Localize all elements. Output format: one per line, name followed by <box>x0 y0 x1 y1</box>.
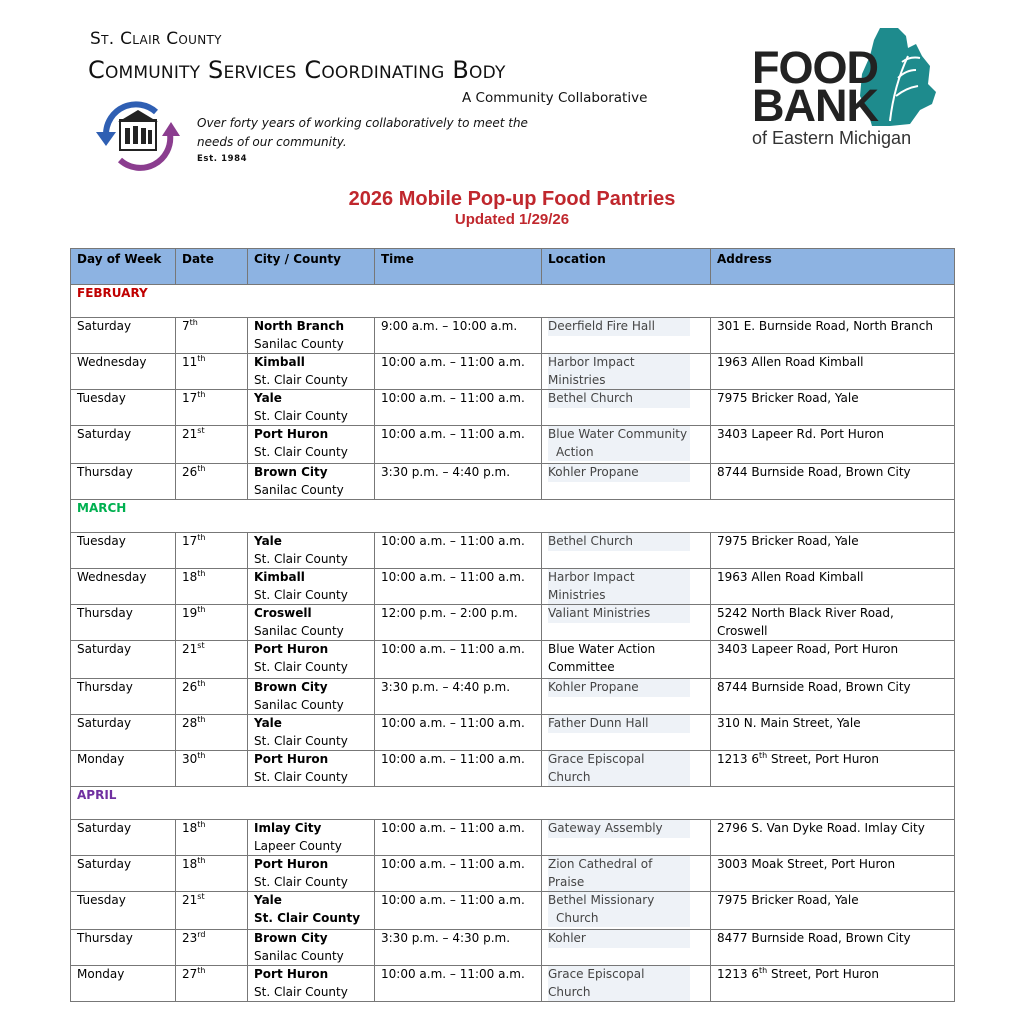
address-cell <box>711 892 955 930</box>
address-cell <box>711 354 955 390</box>
location-name <box>548 569 690 604</box>
time-cell: 10:00 a.m. – 11:00 a.m. <box>375 641 542 679</box>
county-name: Sanilac County <box>254 623 344 638</box>
location-line1: Gateway Assembly <box>548 821 663 835</box>
time-cell: 10:00 a.m. – 11:00 a.m. <box>375 751 542 787</box>
city-county-cell <box>248 390 375 426</box>
address-text: 8744 Burnside Road, Brown City <box>717 465 911 479</box>
date-cell <box>176 856 248 892</box>
address-cell <box>711 930 955 966</box>
date-suffix: rd <box>197 930 206 939</box>
location-name <box>548 751 690 786</box>
month-header-row <box>71 285 955 318</box>
day-cell: Tuesday <box>71 533 176 569</box>
day-cell: Saturday <box>71 820 176 856</box>
date-suffix: th <box>197 966 206 975</box>
date-number: 21 <box>182 893 198 907</box>
address-text-rest: Street, Port Huron <box>767 967 879 981</box>
county-name: St. Clair County <box>254 587 348 602</box>
foodbank-word-food: FOOD <box>752 42 878 93</box>
date-number: 27 <box>182 967 198 981</box>
location-cell <box>542 820 711 856</box>
foodbank-word-bank: BANK <box>752 80 878 131</box>
time-cell: 9:00 a.m. – 10:00 a.m. <box>375 318 542 354</box>
address-cell <box>711 569 955 605</box>
date-cell <box>176 751 248 787</box>
month-label: FEBRUARY <box>71 285 955 318</box>
city-name: North Branch <box>254 319 345 333</box>
location-line1: Kohler <box>548 931 586 945</box>
date-cell <box>176 966 248 1002</box>
table-row <box>71 930 955 966</box>
table-row <box>71 569 955 605</box>
date-cell <box>176 390 248 426</box>
address-text: 8477 Burnside Road, Brown City <box>717 931 911 945</box>
time-cell: 3:30 p.m. – 4:40 p.m. <box>375 464 542 500</box>
page-subtitle: Updated 1/29/26 <box>454 211 570 228</box>
city-name: Kimball <box>254 570 305 584</box>
location-cell <box>542 426 711 464</box>
table-row <box>71 892 955 930</box>
date-number: 19 <box>182 606 198 620</box>
time-cell: 3:30 p.m. – 4:30 p.m. <box>375 930 542 966</box>
location-line1: Father Dunn Hall <box>548 716 649 730</box>
address-cell <box>711 533 955 569</box>
location-name <box>548 966 690 1001</box>
date-suffix: th <box>197 533 206 542</box>
date-number: 18 <box>182 821 198 835</box>
time-cell: 10:00 a.m. – 11:00 a.m. <box>375 354 542 390</box>
location-line1: Grace Episcopal Church <box>548 752 645 784</box>
location-name <box>548 354 690 389</box>
time-cell: 10:00 a.m. – 11:00 a.m. <box>375 856 542 892</box>
time-cell: 10:00 a.m. – 11:00 a.m. <box>375 892 542 930</box>
foodbank-subtitle: of Eastern Michigan <box>752 128 912 148</box>
date-number: 26 <box>182 465 198 479</box>
location-line1: Blue Water Community <box>548 427 688 441</box>
location-name <box>548 464 690 482</box>
location-cell <box>542 464 711 500</box>
city-county-cell <box>248 820 375 856</box>
location-name <box>548 641 690 676</box>
county-name: St. Clair County <box>254 372 348 387</box>
month-header-row <box>71 500 955 533</box>
location-cell <box>542 930 711 966</box>
day-cell: Thursday <box>71 679 176 715</box>
address-cell <box>711 715 955 751</box>
city-name: Port Huron <box>254 967 329 981</box>
table-row <box>71 856 955 892</box>
date-cell <box>176 354 248 390</box>
date-number: 28 <box>182 716 198 730</box>
date-suffix: th <box>197 856 206 865</box>
time-cell: 10:00 a.m. – 11:00 a.m. <box>375 533 542 569</box>
date-cell <box>176 641 248 679</box>
address-cell <box>711 605 955 641</box>
city-county-cell <box>248 318 375 354</box>
city-name: Yale <box>254 391 282 405</box>
location-line1: Harbor Impact Ministries <box>548 355 635 387</box>
org-tagline: A Community Collaborative <box>462 90 648 106</box>
city-county-cell <box>248 605 375 641</box>
day-cell: Tuesday <box>71 390 176 426</box>
address-cell <box>711 856 955 892</box>
location-cell <box>542 605 711 641</box>
date-cell <box>176 892 248 930</box>
city-name: Brown City <box>254 931 328 945</box>
table-row <box>71 679 955 715</box>
county-name: St. Clair County <box>254 769 348 784</box>
county-name: St. Clair County <box>254 444 348 459</box>
city-name: Imlay City <box>254 821 322 835</box>
city-name: Port Huron <box>254 642 329 656</box>
date-number: 11 <box>182 355 198 369</box>
location-cell <box>542 892 711 930</box>
date-cell <box>176 820 248 856</box>
location-line1: Deerfield Fire Hall <box>548 319 655 333</box>
foodbank-logo <box>750 26 940 152</box>
table-row <box>71 641 955 679</box>
address-text: 8744 Burnside Road, Brown City <box>717 680 911 694</box>
time-cell: 10:00 a.m. – 11:00 a.m. <box>375 966 542 1002</box>
time-cell: 10:00 a.m. – 11:00 a.m. <box>375 715 542 751</box>
table-row <box>71 318 955 354</box>
location-name <box>548 679 690 697</box>
col-header-city: City / County <box>248 249 375 285</box>
county-name: Sanilac County <box>254 336 344 351</box>
city-county-cell <box>248 930 375 966</box>
table-row <box>71 354 955 390</box>
location-name <box>548 318 690 336</box>
address-text: 7975 Bricker Road, Yale <box>717 534 859 548</box>
date-suffix: th <box>197 715 206 724</box>
location-cell <box>542 318 711 354</box>
city-name: Port Huron <box>254 752 329 766</box>
location-line2: Church <box>556 910 599 925</box>
date-cell <box>176 533 248 569</box>
date-cell <box>176 318 248 354</box>
day-cell: Tuesday <box>71 892 176 930</box>
cscb-logo-icon <box>92 100 184 172</box>
city-county-cell <box>248 464 375 500</box>
city-county-cell <box>248 715 375 751</box>
location-line1: Kohler Propane <box>548 465 639 479</box>
date-suffix: th <box>197 569 206 578</box>
time-cell: 12:00 p.m. – 2:00 p.m. <box>375 605 542 641</box>
day-cell: Thursday <box>71 930 176 966</box>
date-number: 7 <box>182 319 190 333</box>
org-name-line1: St. Clair County <box>90 29 222 49</box>
table-row <box>71 715 955 751</box>
location-name <box>548 426 690 461</box>
date-suffix: th <box>197 751 206 760</box>
table-row <box>71 820 955 856</box>
location-name <box>548 605 690 623</box>
schedule-table <box>70 248 955 1002</box>
date-suffix: th <box>197 464 206 473</box>
city-county-cell <box>248 679 375 715</box>
location-cell <box>542 390 711 426</box>
city-name: Yale <box>254 716 282 730</box>
city-county-cell <box>248 641 375 679</box>
location-line1: Bethel Church <box>548 534 633 548</box>
address-text: 7975 Bricker Road, Yale <box>717 893 859 907</box>
city-name: Port Huron <box>254 857 329 871</box>
table-row <box>71 966 955 1002</box>
county-name: St. Clair County <box>254 910 361 925</box>
location-name <box>548 715 690 733</box>
date-number: 17 <box>182 391 198 405</box>
location-line1: Bethel Church <box>548 391 633 405</box>
date-suffix: th <box>197 820 206 829</box>
address-text: 3003 Moak Street, Port Huron <box>717 857 896 871</box>
county-name: St. Clair County <box>254 551 348 566</box>
city-name: Brown City <box>254 680 328 694</box>
date-number: 18 <box>182 857 198 871</box>
time-cell: 10:00 a.m. – 11:00 a.m. <box>375 426 542 464</box>
table-row <box>71 605 955 641</box>
location-name <box>548 856 690 891</box>
date-cell <box>176 930 248 966</box>
location-line1: Grace Episcopal Church <box>548 967 645 999</box>
date-suffix: th <box>197 390 206 399</box>
time-cell: 10:00 a.m. – 11:00 a.m. <box>375 569 542 605</box>
day-cell: Wednesday <box>71 569 176 605</box>
table-row <box>71 751 955 787</box>
date-number: 21 <box>182 642 198 656</box>
established-date: Est. 1984 <box>197 154 248 164</box>
county-name: St. Clair County <box>254 659 348 674</box>
date-cell <box>176 715 248 751</box>
day-cell: Monday <box>71 751 176 787</box>
date-cell <box>176 569 248 605</box>
org-name-line2: Community Services Coordinating Body <box>88 56 506 84</box>
address-text-rest: Street, Port Huron <box>767 752 879 766</box>
location-line1: Zion Cathedral of Praise <box>548 857 653 889</box>
date-number: 18 <box>182 570 198 584</box>
location-cell <box>542 354 711 390</box>
location-name <box>548 533 690 551</box>
location-name <box>548 390 690 408</box>
address-text: 2796 S. Van Dyke Road. Imlay City <box>717 821 925 835</box>
date-number: 23 <box>182 931 198 945</box>
location-cell <box>542 751 711 787</box>
county-name: Sanilac County <box>254 482 344 497</box>
city-county-cell <box>248 966 375 1002</box>
month-label: APRIL <box>71 787 955 820</box>
address-text: 3403 Lapeer Road, Port Huron <box>717 642 899 656</box>
date-suffix: th <box>197 354 206 363</box>
city-name: Yale <box>254 534 282 548</box>
location-cell <box>542 569 711 605</box>
address-text: 1213 6 <box>717 967 759 981</box>
table-row <box>71 464 955 500</box>
location-cell <box>542 856 711 892</box>
city-name: Brown City <box>254 465 328 479</box>
address-cell <box>711 464 955 500</box>
col-header-day: Day of Week <box>71 249 176 285</box>
city-county-cell <box>248 354 375 390</box>
table-row <box>71 426 955 464</box>
date-number: 30 <box>182 752 198 766</box>
city-county-cell <box>248 856 375 892</box>
location-cell <box>542 679 711 715</box>
city-county-cell <box>248 569 375 605</box>
location-name <box>548 892 690 927</box>
date-suffix: th <box>189 318 198 327</box>
city-name: Kimball <box>254 355 305 369</box>
month-header-row <box>71 787 955 820</box>
time-cell: 3:30 p.m. – 4:40 p.m. <box>375 679 542 715</box>
table-row <box>71 533 955 569</box>
address-cell <box>711 966 955 1002</box>
city-county-cell <box>248 892 375 930</box>
location-cell <box>542 715 711 751</box>
day-cell: Thursday <box>71 464 176 500</box>
address-suffix: th <box>759 966 768 975</box>
location-line2: Action <box>556 444 594 459</box>
date-cell <box>176 464 248 500</box>
address-text: 1963 Allen Road Kimball <box>717 355 864 369</box>
city-county-cell <box>248 426 375 464</box>
location-line1: Valiant Ministries <box>548 606 651 620</box>
date-suffix: st <box>197 426 205 435</box>
address-cell <box>711 751 955 787</box>
day-cell: Saturday <box>71 318 176 354</box>
day-cell: Saturday <box>71 856 176 892</box>
city-county-cell <box>248 751 375 787</box>
location-line2: Committee <box>548 659 615 674</box>
location-line1: Kohler Propane <box>548 680 639 694</box>
city-name: Croswell <box>254 606 312 620</box>
date-number: 21 <box>182 427 198 441</box>
day-cell: Saturday <box>71 426 176 464</box>
address-suffix: th <box>759 751 768 760</box>
address-cell <box>711 318 955 354</box>
col-header-time: Time <box>375 249 542 285</box>
day-cell: Monday <box>71 966 176 1002</box>
time-cell: 10:00 a.m. – 11:00 a.m. <box>375 390 542 426</box>
county-name: St. Clair County <box>254 874 348 889</box>
mission-statement: Over forty years of working collaboratively to meet the needs of our community. <box>197 116 528 149</box>
date-suffix: th <box>197 605 206 614</box>
day-cell: Thursday <box>71 605 176 641</box>
county-name: St. Clair County <box>254 984 348 999</box>
col-header-date: Date <box>176 249 248 285</box>
address-text: 310 N. Main Street, Yale <box>717 716 861 730</box>
address-cell <box>711 390 955 426</box>
city-county-cell <box>248 533 375 569</box>
county-name: Sanilac County <box>254 697 344 712</box>
location-name <box>548 820 690 838</box>
county-name: St. Clair County <box>254 733 348 748</box>
address-cell <box>711 641 955 679</box>
page-title: 2026 Mobile Pop-up Food Pantries <box>348 188 676 210</box>
address-text: 301 E. Burnside Road, North Branch <box>717 319 933 333</box>
address-text: 5242 North Black River Road, Croswell <box>717 606 894 638</box>
location-line1: Bethel Missionary <box>548 893 655 907</box>
address-text: 1213 6 <box>717 752 759 766</box>
county-name: Lapeer County <box>254 838 342 853</box>
location-name <box>548 930 690 948</box>
table-row <box>71 390 955 426</box>
col-header-address: Address <box>711 249 955 285</box>
date-cell <box>176 605 248 641</box>
location-cell <box>542 641 711 679</box>
address-cell <box>711 426 955 464</box>
day-cell: Saturday <box>71 715 176 751</box>
city-name: Port Huron <box>254 427 329 441</box>
col-header-location: Location <box>542 249 711 285</box>
day-cell: Wednesday <box>71 354 176 390</box>
month-label: MARCH <box>71 500 955 533</box>
date-suffix: st <box>197 892 205 901</box>
date-cell <box>176 679 248 715</box>
date-number: 26 <box>182 680 198 694</box>
address-cell <box>711 820 955 856</box>
location-cell <box>542 533 711 569</box>
county-name: St. Clair County <box>254 408 348 423</box>
date-suffix: th <box>197 679 206 688</box>
county-name: Sanilac County <box>254 948 344 963</box>
day-cell: Saturday <box>71 641 176 679</box>
address-text: 3403 Lapeer Rd. Port Huron <box>717 427 884 441</box>
city-name: Yale <box>254 893 282 907</box>
location-cell <box>542 966 711 1002</box>
table-header-row <box>71 249 955 285</box>
location-line1: Blue Water Action <box>548 642 656 656</box>
date-cell <box>176 426 248 464</box>
location-line1: Harbor Impact Ministries <box>548 570 635 602</box>
address-text: 7975 Bricker Road, Yale <box>717 391 859 405</box>
time-cell: 10:00 a.m. – 11:00 a.m. <box>375 820 542 856</box>
date-number: 17 <box>182 534 198 548</box>
date-suffix: st <box>197 641 205 650</box>
address-text: 1963 Allen Road Kimball <box>717 570 864 584</box>
address-cell <box>711 679 955 715</box>
